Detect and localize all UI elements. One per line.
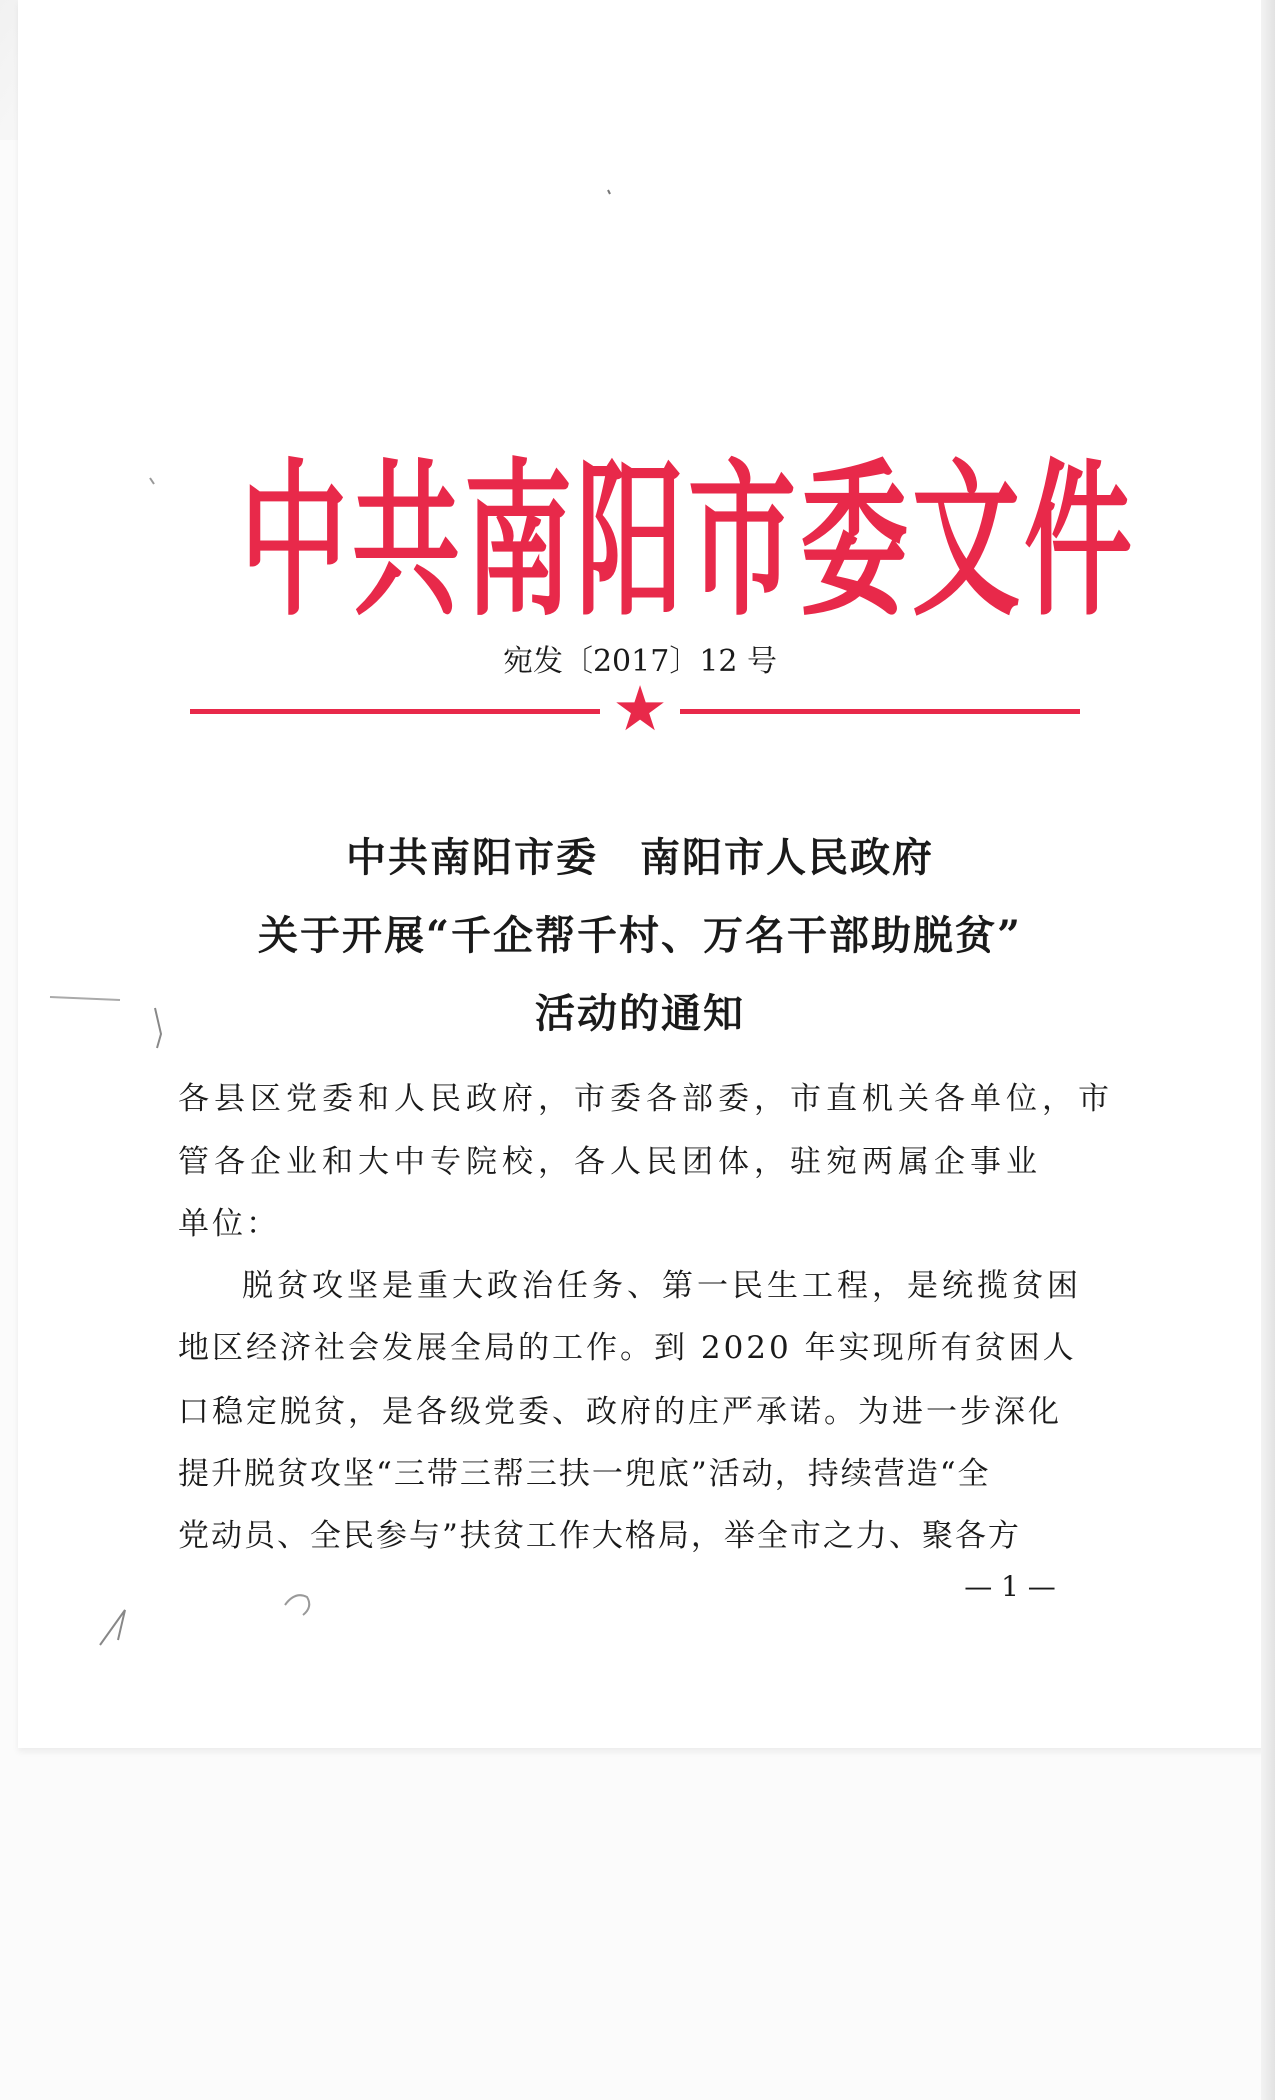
- body-line-5: 地区经济社会发展全局的工作。到 2020 年实现所有贫困人: [178, 1330, 1077, 1366]
- body-line-6: 口稳定脱贫，是各级党委、政府的庄严承诺。为进一步深化: [178, 1394, 1062, 1430]
- scan-edge: [1261, 0, 1275, 2100]
- red-star-icon: ★: [612, 672, 668, 745]
- document-masthead: 中共南阳市委文件: [240, 445, 1137, 640]
- body-line-2: 管各企业和大中专院校，各人民团体，驻宛两属企事业: [178, 1144, 1042, 1180]
- title-line-2: 关于开展“千企帮千村、万名干部助脱贫”: [257, 912, 1022, 959]
- title-issuers: 中共南阳市委 南阳市人民政府: [346, 834, 934, 881]
- red-rule-right: [680, 709, 1080, 714]
- document-number: 宛发〔2017〕12 号: [502, 644, 778, 679]
- body-line-8: 党动员、全民参与”扶贫工作大格局，举全市之力、聚各方: [178, 1518, 1021, 1554]
- body-line-7: 提升脱贫攻坚“三带三帮三扶一兜底”活动，持续营造“全: [178, 1456, 991, 1492]
- body-line-4: 脱贫攻坚是重大政治任务、第一民生工程，是统揽贫困: [242, 1268, 1082, 1304]
- body-line-3: 单位：: [178, 1206, 280, 1242]
- red-rule-left: [190, 709, 600, 714]
- body-line-1: 各县区党委和人民政府，市委各部委，市直机关各单位，市: [178, 1081, 1114, 1117]
- title-line-3: 活动的通知: [535, 990, 745, 1037]
- page-number: — 1 —: [964, 1570, 1056, 1603]
